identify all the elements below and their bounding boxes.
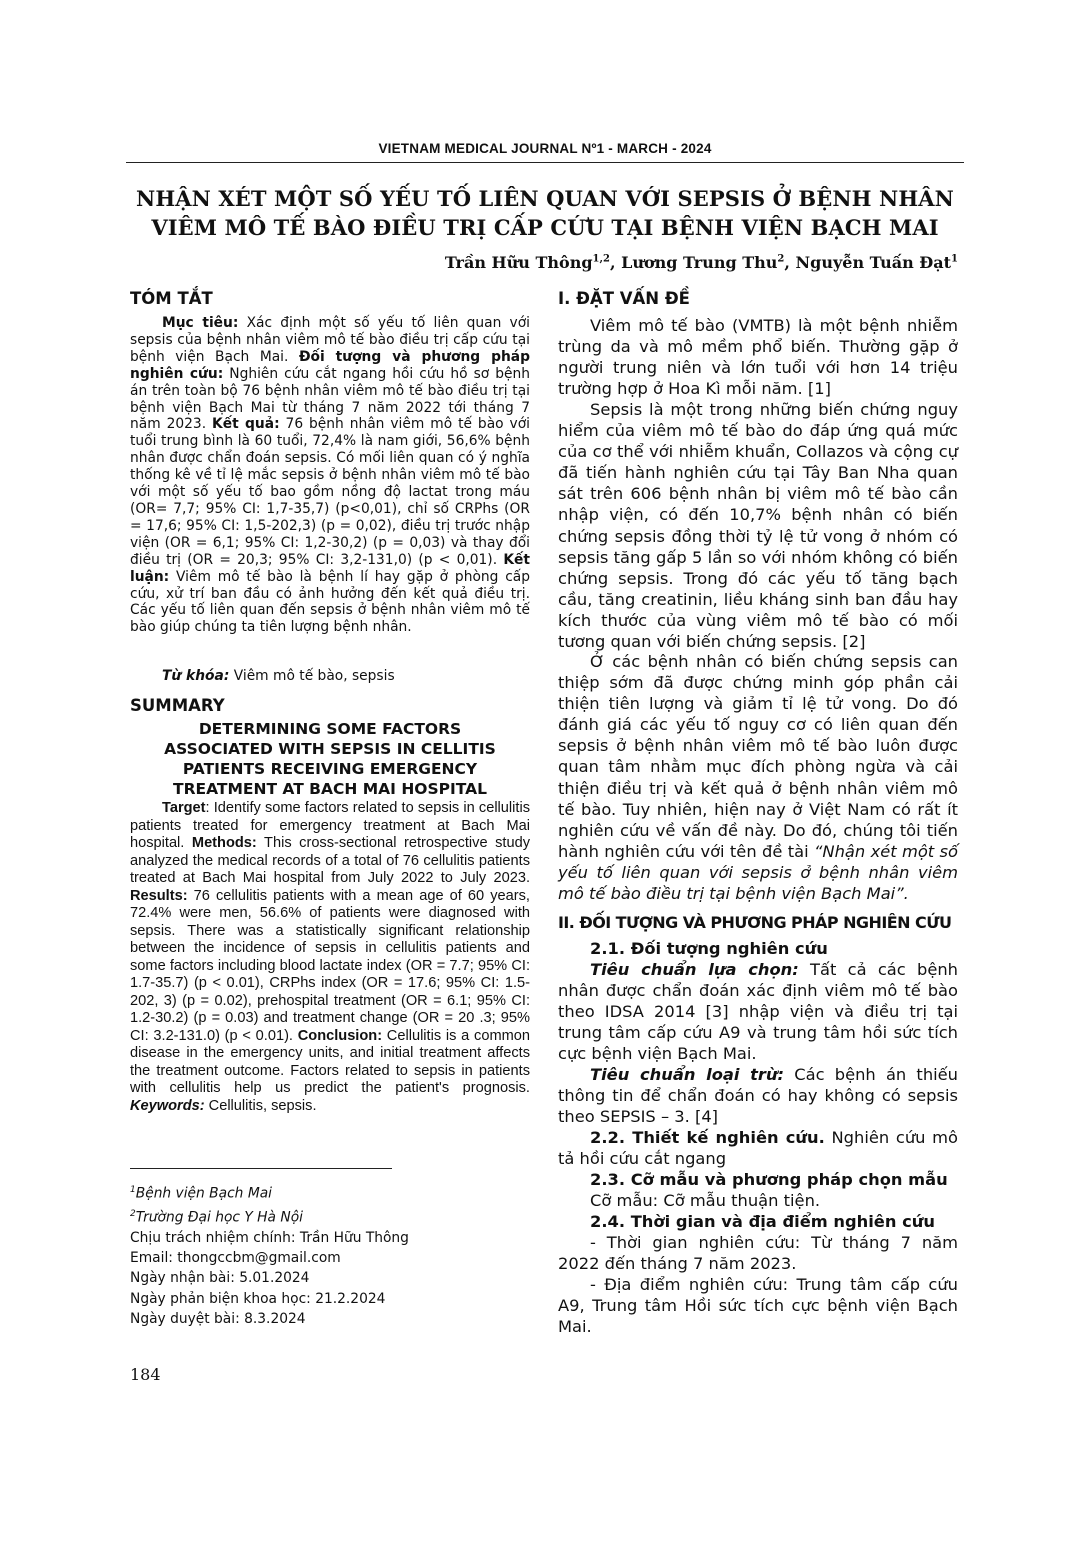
- author-name: Lương Trung Thu: [621, 253, 778, 272]
- subsection-2-3: 2.3. Cỡ mẫu và phương pháp chọn mẫu: [590, 1170, 948, 1189]
- affiliation-text: Trường Đại học Y Hà Nội: [135, 1209, 303, 1226]
- author-separator: ,: [609, 253, 622, 272]
- review-date: Ngày phản biện khoa học: 21.2.2024: [130, 1290, 386, 1307]
- inclusion-text: Tất cả các bệnh nhân được chẩn đoán xác định viêm mô tế bào theo IDSA 2014 [3] nhập viện và điều trị tại trung tâm cấp cứu A9 và trung tâm hồi sức tích cực bệnh viện Bạch Mai.: [558, 960, 958, 1064]
- approval-date: Ngày duyệt bài: 8.3.2024: [130, 1310, 306, 1327]
- author-name: Nguyễn Tuấn Đạt: [795, 253, 952, 272]
- study-title-quote: “Nhận xét một số yếu tố liên quan với sepsis ở bệnh nhân viêm mô tế bào điều trị tại bệnh viện Bạch Mai”.: [558, 841, 958, 904]
- summary-title-line: DETERMINING SOME FACTORS: [198, 720, 462, 738]
- methods-text-en: This cross-sectional retrospective study analyzed the medical records of a total of 76 cellulitis patients treated at Bach Mai hospital from July 2022 to July 2023.: [130, 835, 530, 886]
- methods-text: Nghiên cứu cắt ngang hồi cứu hồ sơ bệnh án trên toàn bộ 76 bệnh nhân viêm mô tế bào điều trị tại bệnh viện Bạch Mai từ tháng 7 năm 2022 tới tháng 7 năm 2023.: [130, 365, 530, 433]
- target-text: : Identify some factors related to sepsis in cellulitis patients treated for emergency treatment at Bach Mai hospital.: [130, 800, 530, 851]
- footnotes: [130, 1180, 530, 1329]
- keywords-label: Từ khóa:: [162, 668, 230, 684]
- article-title: [128, 184, 962, 242]
- subsection-2-1: 2.1. Đối tượng nghiên cứu: [590, 939, 828, 958]
- subsection-2-4: 2.4. Thời gian và địa điểm nghiên cứu: [590, 1212, 935, 1231]
- results-text: 76 bệnh nhân viêm mô tế bào với tuổi trung bình là 60 tuổi, 72,4% là nam giới, 56,6% bệnh nhân được chẩn đoán sepsis. Có mối liên quan có ý nghĩa thống kê về tỉ lệ mắc sepsis ở bệnh nhân viêm mô tế bào với một số yếu tố bao gồm nồng độ lactat trong máu (OR= 7,7; 95% CI: 1,7-35,7) (p<0,01), chỉ số CRPhs (OR = 17,6; 95% CI: 1,5-202,3) (p = 0,02), điều trị trước nhập viện (OR = 6,1; 95% CI: 1,2-30,2) (p = 0,03) và thay đổi điều trị (OR = 20,3; 95% CI: 3,2-131,0) (p < 0,01).: [130, 416, 530, 568]
- study-time: - Thời gian nghiên cứu: Từ tháng 7 năm 2022 đến tháng 7 năm 2023.: [558, 1233, 958, 1274]
- responsible-author: Chịu trách nhiệm chính: Trần Hữu Thông: [130, 1229, 409, 1246]
- abstract-paragraph: [130, 315, 530, 636]
- intro-paragraph-3-text: Ở các bệnh nhân có biến chứng sepsis can thiệp sớm đã được chứng minh góp phần cải thiện tiên lượng và giảm tỉ lệ tử vong. Do đó đánh giá các yếu tố nguy cơ có liên quan đến sepsis ở bệnh nhân viêm mô tế bào luôn được quan tâm nhằm mục đích phòng ngừa và cải thiện điều trị và kết quả ở bệnh nhân viêm mô tế bào. Tuy nhiên, hiện nay ở Việt Nam có rất ít nghiên cứu về vấn đề này. Do đó, chúng tôi tiến hành nghiên cứu với tên đề tài: [558, 652, 958, 861]
- page-number: 184: [130, 1365, 161, 1384]
- received-date: Ngày nhận bài: 5.01.2024: [130, 1270, 310, 1287]
- intro-paragraph-1: Viêm mô tế bào (VMTB) là một bệnh nhiễm trùng da và mô mềm phổ biến. Thường gặp ở người trung niên và lớn tuổi với hơn 14 triệu trường hợp ở Hoa Kì mỗi năm. [1]: [558, 316, 958, 399]
- inclusion-label: Tiêu chuẩn lựa chọn:: [590, 960, 799, 979]
- exclusion-criteria: [558, 1064, 958, 1127]
- design-text: Nghiên cứu mô tả hồi cứu cắt ngang: [558, 1128, 958, 1169]
- sample-size-text: Cỡ mẫu: Cỡ mẫu thuận tiện.: [590, 1191, 821, 1210]
- journal-header: VIETNAM MEDICAL JOURNAL Nº1 - MARCH - 2024: [378, 141, 712, 156]
- author-affiliation: 1: [951, 253, 958, 265]
- header-rule: [126, 162, 964, 163]
- target-label: Target: [162, 800, 206, 816]
- author-affiliation: 2: [777, 253, 785, 265]
- affiliation-2: [130, 1204, 530, 1228]
- summary-title-line: PATIENTS RECEIVING EMERGENCY: [182, 760, 478, 778]
- footnote-rule: [130, 1168, 392, 1169]
- results-text-en: 76 cellulitis patients with a mean age of 60 years, 72.4% were men, 56.6% of patients were diagnosed with sepsis. There was a statistically significant relationship between the incidence of sepsis in cellulitis patients and some factors including blood lactate index (OR = 7.7; 95% CI: 1.7-35.7) (p < 0.01), CRPhs index (OR = 17.6; 95% CI: 1.5-202, 3) (p = 0.02), prehospital treatment (OR = 6.1; 95% CI: 1.2-30.2) (p = 0.03) and treatment change (OR = 20 .3; 95% CI: 3.2-131.0) (p < 0.01).: [130, 887, 530, 1044]
- exclusion-label: Tiêu chuẩn loại trừ:: [590, 1065, 785, 1084]
- keywords-label-en: Keywords:: [130, 1097, 205, 1114]
- contact-email: Email: thongccbm@gmail.com: [130, 1250, 341, 1267]
- methods-heading: II. ĐỐI TƯỢNG VÀ PHƯƠNG PHÁP NGHIÊN CỨU: [558, 913, 952, 932]
- author-affiliation: 1,2: [592, 253, 610, 265]
- abstract-keywords: [130, 668, 530, 685]
- results-label: Kết quả:: [212, 416, 280, 433]
- objective-text: Xác định một số yếu tố liên quan với sepsis của bệnh nhân viêm mô tế bào điều trị cấp cứu tại bệnh viện Bạch Mai.: [130, 315, 530, 365]
- affiliation-number: 1: [130, 1185, 136, 1195]
- abstract-heading: TÓM TẮT: [130, 289, 213, 308]
- intro-paragraph-2: Sepsis là một trong những biến chứng nguy hiểm của viêm mô tế bào do đáp ứng quá mức của cơ thể với nhiễm khuẩn, Collazos và cộng cự đã tiến hành nghiên cứu tại Tây Ban Nha quan sát trên 606 bệnh nhân bị viêm mô tế bào cần nhập viện, có đến 10,7% bệnh nhân có biến chứng sepsis đồng thời tỷ lệ tử vong ở nhóm có sepsis tăng gấp 5 lần so với nhóm không có biến chứng sepsis. Trong đó các yếu tố tăng bạch cầu, tăng creatinin, liều kháng sinh ban đầu hay kích thước của vùng viêm mô tế bào có mối tương quan với biến chứng sepsis. [2]: [558, 400, 958, 652]
- affiliation-text: Bệnh viện Bạch Mai: [135, 1185, 273, 1202]
- keywords-text-en: Cellulitis, sepsis.: [204, 1097, 317, 1114]
- inclusion-criteria: [558, 959, 958, 1064]
- summary-heading: SUMMARY: [130, 696, 225, 715]
- methods-label: Đối tượng và phương pháp nghiên cứu:: [130, 348, 530, 382]
- title-line: VIÊM MÔ TẾ BÀO ĐIỀU TRỊ CẤP CỨU TẠI BỆNH VIỆN BẠCH MAI: [151, 215, 939, 240]
- author-list: [128, 253, 958, 272]
- affiliation-1: [130, 1180, 530, 1204]
- subsection-2-2: [558, 1127, 958, 1169]
- summary-paragraph: [130, 800, 530, 1115]
- conclusion-text-en: Cellulitis is a common disease in the emergency units, and initial treatment affects the treatment outcome. Factors related to sepsis in patients with cellulitis help us predict the patient's prognosis.: [130, 1027, 531, 1096]
- title-line: NHẬN XÉT MỘT SỐ YẾU TỐ LIÊN QUAN VỚI SEPSIS Ở BỆNH NHÂN: [136, 186, 954, 211]
- conclusion-label: Kết luận:: [130, 551, 530, 585]
- intro-paragraph-3: [558, 651, 958, 904]
- summary-title: [130, 719, 530, 799]
- design-label: 2.2. Thiết kế nghiên cứu.: [590, 1128, 825, 1147]
- summary-title-line: ASSOCIATED WITH SEPSIS IN CELLITIS: [164, 740, 496, 758]
- affiliation-number: 2: [130, 1208, 136, 1219]
- keywords-text: Viêm mô tế bào, sepsis: [229, 668, 395, 684]
- methods-label-en: Methods:: [191, 835, 257, 851]
- summary-title-line: TREATMENT AT BACH MAI HOSPITAL: [173, 780, 487, 798]
- intro-heading: I. ĐẶT VẤN ĐỀ: [558, 289, 690, 308]
- study-place: - Địa điểm nghiên cứu: Trung tâm cấp cứu A9, Trung tâm Hồi sức tích cực bệnh viện Bạch Mai.: [558, 1275, 958, 1337]
- results-label-en: Results:: [130, 887, 188, 904]
- author-name: Trần Hữu Thông: [444, 253, 593, 272]
- author-separator: ,: [784, 253, 796, 272]
- conclusion-label-en: Conclusion:: [297, 1027, 383, 1044]
- conclusion-text: Viêm mô tế bào là bệnh lí hay gặp ở phòng cấp cứu, xử trí ban đầu có ảnh hưởng đến kết quả điều trị. Các yếu tố liên quan đến sepsis ở bệnh nhân viêm mô tế bào giúp chúng ta tiên lượng bệnh nhân.: [130, 568, 530, 636]
- exclusion-text: Các bệnh án thiếu thông tin để chẩn đoán có hay không có sepsis theo SEPSIS – 3. [4]: [558, 1065, 958, 1127]
- objective-label: Mục tiêu:: [162, 315, 239, 331]
